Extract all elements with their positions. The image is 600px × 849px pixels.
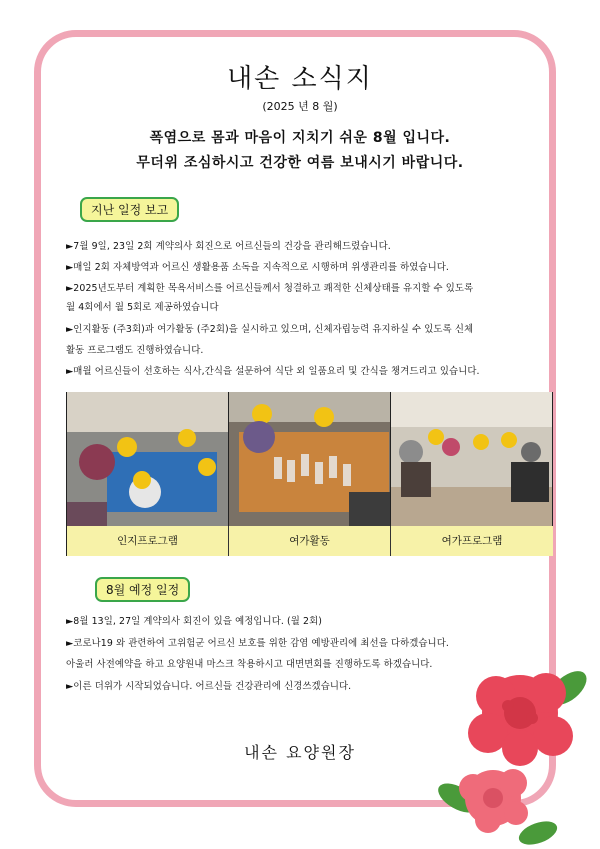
past-line: ►2025년도부터 계획한 목욕서비스를 어르신들께서 청결하고 쾌적한 신체상태를 유지할 수 있도록 bbox=[66, 283, 474, 294]
leisure-activity-photo bbox=[229, 392, 390, 526]
past-line: 활동 프로그램도 진행하였습니다. bbox=[66, 345, 204, 356]
past-line: ►7월 9일, 23일 2회 계약의사 회진으로 어르신들의 건강을 관리해드렸습니다. bbox=[66, 241, 391, 252]
past-line: ►인지활동 (주3회)과 여가활동 (주2회)을 실시하고 있으며, 신체자립능력 유지하실 수 있도록 신체 bbox=[66, 324, 474, 335]
upcoming-schedule-tag: 8월 예정 일정 bbox=[95, 577, 190, 602]
photo-caption: 인지프로그램 bbox=[67, 526, 229, 556]
cognitive-program-photo bbox=[67, 392, 228, 526]
activity-photo-strip bbox=[66, 392, 553, 556]
upcoming-line: ►8월 13일, 27일 계약의사 회진이 있을 예정입니다. (월 2회) bbox=[66, 616, 322, 627]
photo-caption: 여가활동 bbox=[229, 526, 391, 556]
past-schedule-tag: 지난 일정 보고 bbox=[80, 197, 179, 222]
leisure-program-photo bbox=[391, 392, 552, 526]
newsletter-title: 내손 소식지 bbox=[227, 64, 373, 94]
issue-date: (2025 년 8 월) bbox=[262, 100, 338, 113]
upcoming-line: ►이른 더위가 시작되었습니다. 어르신들 건강관리에 신경쓰겠습니다. bbox=[66, 681, 352, 692]
upcoming-line: ►코로나19 와 관련하여 고위험군 어르신 보호를 위한 감염 예방관리에 최선을 다하겠습니다. bbox=[66, 638, 449, 649]
headline-line-2: 무더위 조심하시고 건강한 여름 보내시기 바랍니다. bbox=[136, 155, 464, 171]
past-line: 월 4회에서 월 5회로 제공하였습니다 bbox=[66, 302, 219, 313]
headline-line-1: 폭염으로 몸과 마음이 지치기 쉬운 8월 입니다. bbox=[149, 130, 451, 146]
upcoming-line: 아울러 사전예약을 하고 요양원내 마스크 착용하시고 대면면회를 진행하도록 하겠습니다. bbox=[66, 659, 433, 670]
carnation-flower-decoration bbox=[428, 648, 600, 849]
past-line: ►매일 2회 자체방역과 어르신 생활용품 소독을 지속적으로 시행하며 위생관리를 하였습니다. bbox=[66, 262, 449, 273]
past-line: ►매월 어르신들이 선호하는 식사,간식을 설문하여 식단 외 일품요리 및 간식을 챙겨드리고 있습니다. bbox=[66, 366, 480, 377]
signature-director: 내손 요양원장 bbox=[244, 743, 356, 762]
photo-caption: 여가프로그램 bbox=[391, 526, 553, 556]
